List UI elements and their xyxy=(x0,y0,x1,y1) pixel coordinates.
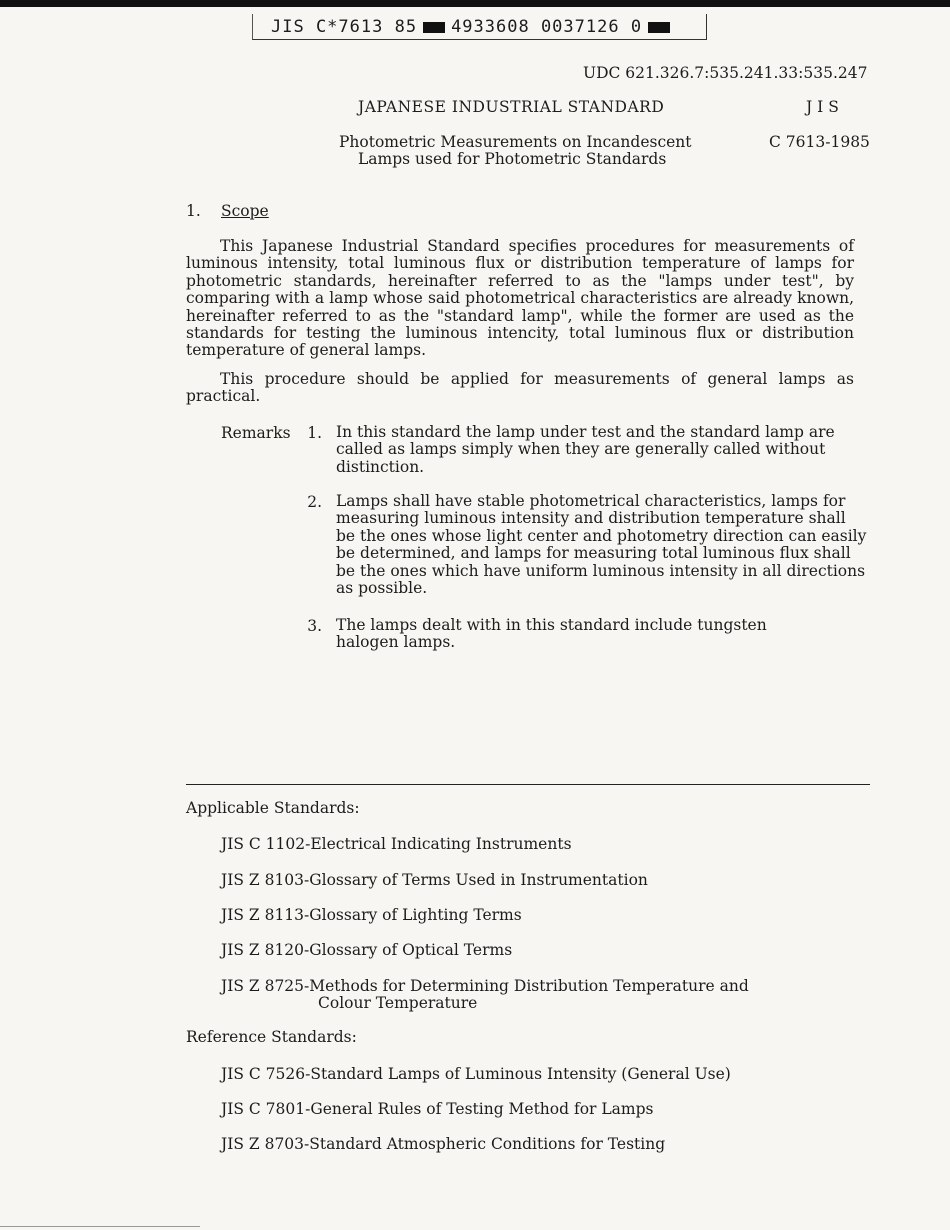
scope-number: 1. xyxy=(186,202,201,220)
applicable-standard-item: JIS Z 8120-Glossary of Optical Terms xyxy=(221,941,513,959)
applicable-standard-item: JIS Z 8103-Glossary of Terms Used in Instrumentation xyxy=(221,871,648,889)
udc-number: UDC 621.326.7:535.241.33:535.247 xyxy=(583,64,868,82)
applicable-standard-item: JIS Z 8113-Glossary of Lighting Terms xyxy=(221,906,522,924)
applicable-standard-item-continuation: Colour Temperature xyxy=(318,994,478,1012)
document-code-strip xyxy=(252,14,707,40)
reference-standard-item: JIS C 7801-General Rules of Testing Method for Lamps xyxy=(221,1100,654,1118)
jis-mark: J I S xyxy=(806,98,839,116)
code-left: JIS C*7613 85 xyxy=(271,17,418,37)
applicable-standard-item: JIS C 1102-Electrical Indicating Instruments xyxy=(221,835,572,853)
footnote-divider xyxy=(186,784,870,785)
remark-number: 1. xyxy=(307,424,322,442)
scan-bottom-edge xyxy=(0,1226,200,1227)
remark-text: Lamps shall have stable photometrical characteristics, lamps for measuring luminous intensity and distribution temperature shall be the ones whose light center and photometry direction can easily be determined, and lamps for measuring total luminous flux shall be the ones which have uniform luminous intensity in all directions as possible. xyxy=(336,492,867,598)
code-right: 4933608 0037126 0 xyxy=(451,17,643,37)
standard-name: JAPANESE INDUSTRIAL STANDARD xyxy=(358,98,665,116)
black-block-icon xyxy=(648,22,670,33)
applicable-standard-item: JIS Z 8725-Methods for Determining Distribution Temperature and xyxy=(221,977,749,995)
reference-standard-item: JIS Z 8703-Standard Atmospheric Conditions for Testing xyxy=(221,1135,666,1153)
remark-number: 3. xyxy=(307,617,322,635)
remarks-label: Remarks xyxy=(221,424,291,442)
reference-standards-heading: Reference Standards: xyxy=(186,1028,357,1046)
title-line-2: Lamps used for Photometric Standards xyxy=(358,150,667,168)
scan-top-border xyxy=(0,0,950,7)
remark-text: In this standard the lamp under test and the standard lamp are called as lamps simply when they are generally called without distinction. xyxy=(336,423,835,476)
standard-number: C 7613-1985 xyxy=(769,133,870,151)
scope-paragraph-2: This procedure should be applied for measurements of general lamps as practical. xyxy=(186,370,854,406)
remark-number: 2. xyxy=(307,493,322,511)
applicable-standards-heading: Applicable Standards: xyxy=(186,799,360,817)
title-line-1: Photometric Measurements on Incandescent xyxy=(339,133,692,151)
reference-standard-item: JIS C 7526-Standard Lamps of Luminous Intensity (General Use) xyxy=(221,1065,731,1083)
remark-text: The lamps dealt with in this standard include tungsten halogen lamps. xyxy=(336,616,767,652)
scope-paragraph-1: This Japanese Industrial Standard specifies procedures for measurements of luminous intensity, total luminous flux or distribution temperature of lamps for photometric standards, hereinafter referred to as the "lamps under test", by comparing with a lamp whose said photometrical characteristics are already known, hereinafter referred to as the "standard lamp", while the former are used as the standards for testing the luminous intencity, total luminous flux or distribution temperature of general lamps. xyxy=(186,237,854,360)
scope-heading: Scope xyxy=(221,202,269,220)
black-block-icon xyxy=(423,22,445,33)
